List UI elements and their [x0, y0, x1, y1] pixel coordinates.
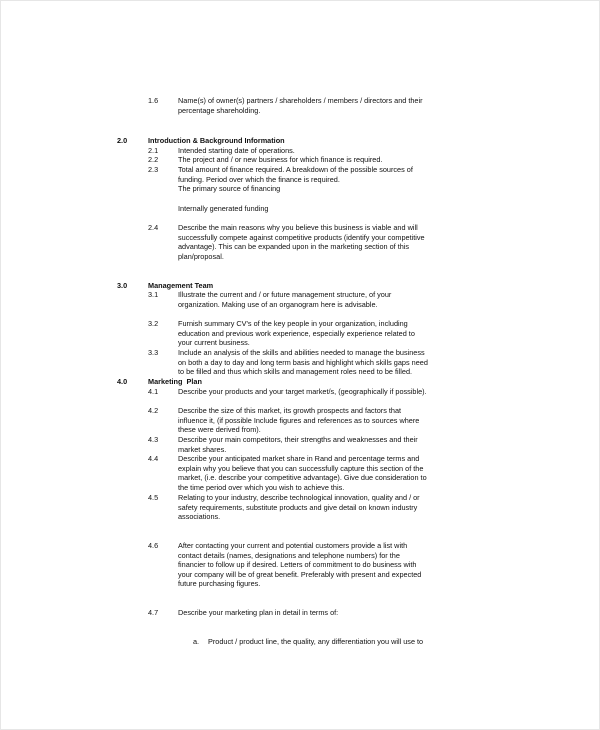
section-number: 2.0	[117, 136, 128, 145]
item-number: 3.2	[148, 319, 159, 328]
text-line: Internally generated funding	[178, 204, 269, 213]
text-line: Furnish summary CV's of the key people in your organization, including	[178, 319, 408, 328]
item-text	[178, 348, 464, 377]
text-line: education and previous work experience, especially experience related to	[178, 328, 415, 338]
text-line: organization. Making use of an organogram here is advisable.	[178, 299, 378, 309]
section-title: Marketing Plan	[148, 377, 202, 386]
text-line: Describe your marketing plan in detail in terms of:	[178, 608, 339, 617]
item-text	[178, 493, 464, 522]
item-text	[178, 387, 464, 397]
item-text	[178, 223, 464, 261]
item-text	[178, 319, 464, 348]
item-number: 2.4	[148, 223, 159, 232]
item-text	[178, 165, 464, 194]
item-number: 2.2	[148, 155, 159, 164]
item-text	[178, 204, 464, 214]
text-line: The project and / or new business for which finance is required.	[178, 155, 383, 164]
text-line: your current business.	[178, 338, 250, 348]
item-number: 4.7	[148, 608, 159, 617]
text-line: Illustrate the current and / or future management structure, of your	[178, 290, 392, 299]
item-number: 4.6	[148, 541, 159, 550]
text-line: plan/proposal.	[178, 251, 224, 261]
section-title: Management Team	[148, 281, 214, 290]
text-line: Include an analysis of the skills and abilities needed to manage the business	[178, 348, 425, 357]
subitem-text: Product / product line, the quality, any differentiation you will use to	[208, 637, 424, 646]
item-text	[178, 541, 464, 589]
text-line: influence it, (if possible Include figures and references as to sources where	[178, 415, 420, 425]
text-line: advantage). This can be expanded upon in the marketing section of this	[178, 242, 410, 252]
text-line: funding. Period over which the finance is required.	[178, 174, 340, 184]
text-line: market shares.	[178, 444, 227, 454]
item-number: 3.3	[148, 348, 159, 357]
text-line: the time period over which you wish to achieve this.	[178, 482, 345, 492]
item-text	[178, 608, 464, 618]
item-number: 4.5	[148, 493, 159, 502]
text-line: your company will be of great benefit. Preferably with present and expected	[178, 569, 422, 579]
text-line: successfully compete against competitive products (identify your competitive	[178, 232, 425, 242]
item-number: 4.3	[148, 435, 159, 444]
text-line: financier to follow up if desired. Letters of commitment to do business with	[178, 560, 417, 570]
text-line: Describe the size of this market, its growth prospects and factors that	[178, 406, 402, 415]
item-text	[178, 435, 464, 454]
item-text	[178, 155, 464, 165]
section-number: 3.0	[117, 281, 128, 290]
text-line: percentage shareholding.	[178, 105, 261, 115]
item-number: 1.6	[148, 96, 159, 105]
text-line: Describe your main competitors, their strengths and weaknesses and their	[178, 435, 418, 444]
text-line: on both a day to day and long term basis and highlight which skills gaps need	[178, 357, 428, 367]
text-line: associations.	[178, 512, 221, 522]
text-line: Describe your anticipated market share in Rand and percentage terms and	[178, 454, 420, 463]
item-number: 2.1	[148, 146, 159, 155]
item-number: 4.2	[148, 406, 159, 415]
text-line: market, (i.e. describe your competitive advantage). Give due consideration to	[178, 473, 427, 483]
text-line: After contacting your current and potential customers provide a list with	[178, 541, 408, 550]
section-title: Introduction & Background Information	[148, 136, 285, 145]
item-text	[178, 454, 464, 492]
item-number: 4.1	[148, 387, 159, 396]
item-text	[178, 406, 464, 435]
item-text	[178, 290, 464, 309]
subitem-label: a.	[193, 637, 200, 646]
text-line: Intended starting date of operations.	[178, 146, 295, 155]
text-line: Name(s) of owner(s) partners / shareholders / members / directors and their	[178, 96, 423, 105]
text-line: Describe your products and your target market/s, (geographically if possible).	[178, 387, 427, 396]
text-line: Describe the main reasons why you believe this business is viable and will	[178, 223, 418, 232]
item-number: 3.1	[148, 290, 159, 299]
item-number: 2.3	[148, 165, 159, 174]
text-line: future purchasing figures.	[178, 579, 261, 589]
text-line: contact details (names, designations and telephone numbers) for the	[178, 550, 400, 560]
item-number: 4.4	[148, 454, 159, 463]
text-line: explain why you believe that you can successfully capture this section of the	[178, 463, 424, 473]
text-line: Relating to your industry, describe technological innovation, quality and / or	[178, 493, 420, 502]
item-text	[178, 96, 464, 115]
text-line: to be filled and thus which skills and management roles need to be filled.	[178, 367, 413, 377]
text-line: Total amount of finance required. A breakdown of the possible sources of	[178, 165, 413, 174]
text-line: The primary source of financing	[178, 184, 281, 194]
text-line: these were derived from).	[178, 425, 261, 435]
section-number: 4.0	[117, 377, 128, 386]
text-line: safety requirements, substitute products and give detail on known industry	[178, 502, 418, 512]
